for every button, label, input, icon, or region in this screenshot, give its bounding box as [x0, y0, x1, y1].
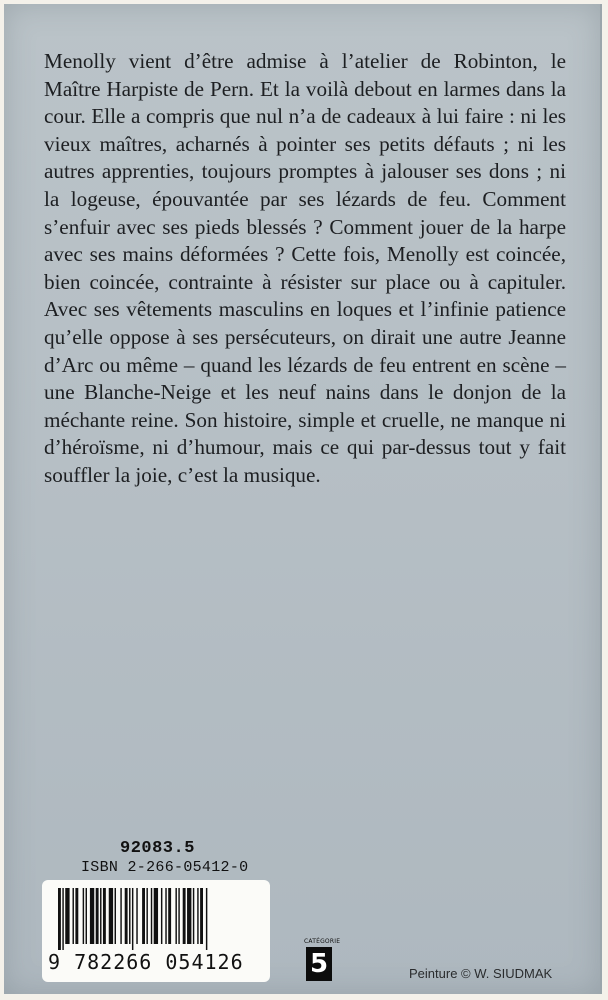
- barcode-digits: 9 782266 054126: [48, 950, 244, 974]
- barcode-bar: [168, 888, 171, 944]
- barcode-panel: [42, 880, 270, 982]
- barcode-bar: [200, 888, 203, 944]
- barcode-bar: [109, 888, 113, 944]
- barcode-bar: [125, 888, 128, 944]
- barcode-bar: [115, 888, 116, 944]
- back-cover: [4, 4, 602, 994]
- barcode-bar: [183, 888, 186, 944]
- barcode-bar: [120, 888, 121, 944]
- product-code: 92083.5: [120, 839, 195, 858]
- barcode-bar: [136, 888, 137, 944]
- barcode-bar: [90, 888, 94, 944]
- barcode-bar: [100, 888, 101, 944]
- barcode-bar: [96, 888, 99, 944]
- barcode-bar: [175, 888, 176, 944]
- barcode-bar: [103, 888, 106, 944]
- barcode-bar: [165, 888, 166, 944]
- barcode-bar: [151, 888, 152, 944]
- barcode-bar: [86, 888, 87, 944]
- barcode-bar: [75, 888, 78, 944]
- barcode-bar: [132, 888, 133, 950]
- barcode-bar: [83, 888, 84, 944]
- category-label: CATÉGORIE: [304, 938, 341, 945]
- barcode-bar: [206, 888, 207, 950]
- barcode-bar: [161, 888, 162, 944]
- barcode-bar: [129, 888, 130, 944]
- barcode-bar: [197, 888, 198, 944]
- barcode-bar: [178, 888, 179, 944]
- category-badge: 5: [306, 947, 332, 981]
- barcode-bar: [187, 888, 191, 944]
- barcode-bar: [65, 888, 69, 944]
- barcode-bar: [58, 888, 61, 950]
- barcode-bar: [146, 888, 147, 944]
- barcode-bar: [154, 888, 158, 944]
- blurb-text: Menolly vient d’être admise à l’atelier de Robinton, le Maître Harpiste de Pern. Et la voilà debout en larmes dans la cour. Elle a compris que nul n’a de cadeaux à lui faire : ni les vieux maîtres, acharnés à pointer ses petits défauts ; ni les autres apprenties, toujours promptes à jalouser ses dons ; ni la logeuse, épouvantée par ses lézards de feu. Comment s’enfuir avec ses pieds blessés ? Comment jouer de la harpe avec ses mains déformées ? Cette fois, Menolly est coincée, bien coincée, contrainte à résister sur place ou à capituler. Avec ses vêtements masculins en loques et l’infinie patience qu’elle oppose à ses persécuteurs, on dirait une autre Jeanne d’Arc ou même – quand les lézards de feu entrent en scène – une Blanche-Neige et les neuf nains dans le donjon de la méchante reine. Son histoire, simple et cruelle, ne manque ni d’héroïsme, ni d’humour, mais ce qui par-dessus tout y fait souffler la joie, c’est la musique.: [44, 49, 566, 487]
- cover-art-credit: Peinture © W. SIUDMAK: [409, 966, 553, 981]
- barcode-bar: [62, 888, 63, 950]
- isbn-text: ISBN 2-266-05412-0: [81, 859, 249, 876]
- barcode-bar: [73, 888, 74, 944]
- barcode-bars: [56, 888, 256, 950]
- barcode-bar: [142, 888, 145, 944]
- barcode-bar: [193, 888, 194, 944]
